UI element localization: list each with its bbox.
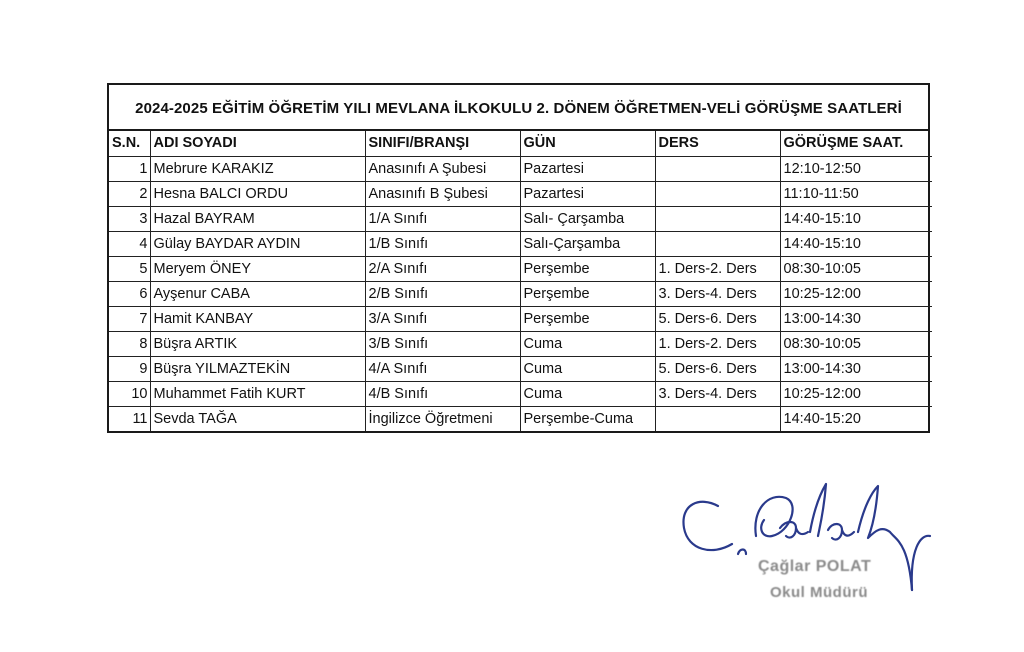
cell-class: Anasınıfı A Şubesi <box>365 156 520 181</box>
cell-day: Cuma <box>520 331 655 356</box>
column-header-sn: S.N. <box>109 131 150 156</box>
cell-time: 14:40-15:10 <box>780 231 932 256</box>
table-row <box>109 381 932 406</box>
column-header-lesson: DERS <box>655 131 780 156</box>
table-row <box>109 331 932 356</box>
cell-lesson: 5. Ders-6. Ders <box>655 306 780 331</box>
cell-name: Hazal BAYRAM <box>150 206 365 231</box>
cell-sn: 6 <box>109 281 150 306</box>
cell-name: Büşra YILMAZTEKİN <box>150 356 365 381</box>
cell-lesson: 3. Ders-4. Ders <box>655 281 780 306</box>
cell-time: 14:40-15:20 <box>780 406 932 431</box>
cell-lesson <box>655 406 780 431</box>
cell-lesson <box>655 156 780 181</box>
cell-sn: 9 <box>109 356 150 381</box>
table-row <box>109 181 932 206</box>
cell-name: Büşra ARTIK <box>150 331 365 356</box>
stamp-title: Okul Müdürü <box>770 584 868 601</box>
signature-block <box>640 470 940 650</box>
column-header-time: GÖRÜŞME SAAT. <box>780 131 932 156</box>
cell-name: Gülay BAYDAR AYDIN <box>150 231 365 256</box>
cell-class: 4/A Sınıfı <box>365 356 520 381</box>
table-header-row <box>109 131 932 156</box>
cell-lesson <box>655 206 780 231</box>
cell-time: 11:10-11:50 <box>780 181 932 206</box>
cell-time: 10:25-12:00 <box>780 381 932 406</box>
cell-day: Cuma <box>520 381 655 406</box>
table-row <box>109 231 932 256</box>
cell-day: Perşembe <box>520 306 655 331</box>
cell-day: Pazartesi <box>520 156 655 181</box>
cell-time: 10:25-12:00 <box>780 281 932 306</box>
cell-class: 1/A Sınıfı <box>365 206 520 231</box>
cell-sn: 4 <box>109 231 150 256</box>
cell-sn: 8 <box>109 331 150 356</box>
document-title: 2024-2025 EĞİTİM ÖĞRETİM YILI MEVLANA İLKOKULU 2. DÖNEM ÖĞRETMEN-VELİ GÖRÜŞME SAATLERİ <box>109 85 928 131</box>
cell-class: 2/A Sınıfı <box>365 256 520 281</box>
column-header-day: GÜN <box>520 131 655 156</box>
cell-name: Mebrure KARAKIZ <box>150 156 365 181</box>
cell-class: 3/B Sınıfı <box>365 331 520 356</box>
cell-sn: 5 <box>109 256 150 281</box>
cell-day: Perşembe <box>520 281 655 306</box>
cell-name: Hamit KANBAY <box>150 306 365 331</box>
cell-sn: 3 <box>109 206 150 231</box>
cell-day: Salı- Çarşamba <box>520 206 655 231</box>
cell-class: 2/B Sınıfı <box>365 281 520 306</box>
table-row <box>109 406 932 431</box>
cell-class: Anasınıfı B Şubesi <box>365 181 520 206</box>
cell-class: İngilizce Öğretmeni <box>365 406 520 431</box>
column-header-name: ADI SOYADI <box>150 131 365 156</box>
cell-day: Perşembe-Cuma <box>520 406 655 431</box>
cell-day: Salı-Çarşamba <box>520 231 655 256</box>
cell-time: 14:40-15:10 <box>780 206 932 231</box>
cell-lesson: 3. Ders-4. Ders <box>655 381 780 406</box>
cell-time: 08:30-10:05 <box>780 256 932 281</box>
cell-lesson <box>655 181 780 206</box>
cell-lesson <box>655 231 780 256</box>
cell-day: Cuma <box>520 356 655 381</box>
schedule-table <box>109 131 932 431</box>
table-row <box>109 156 932 181</box>
cell-day: Perşembe <box>520 256 655 281</box>
cell-name: Meryem ÖNEY <box>150 256 365 281</box>
cell-sn: 1 <box>109 156 150 181</box>
stamp-name: Çağlar POLAT <box>758 558 872 575</box>
table-row <box>109 306 932 331</box>
cell-lesson: 1. Ders-2. Ders <box>655 256 780 281</box>
table-row <box>109 356 932 381</box>
cell-time: 08:30-10:05 <box>780 331 932 356</box>
cell-class: 3/A Sınıfı <box>365 306 520 331</box>
table-row <box>109 281 932 306</box>
cell-time: 13:00-14:30 <box>780 356 932 381</box>
cell-name: Hesna BALCI ORDU <box>150 181 365 206</box>
table-row <box>109 206 932 231</box>
cell-class: 1/B Sınıfı <box>365 231 520 256</box>
cell-name: Ayşenur CABA <box>150 281 365 306</box>
cell-lesson: 5. Ders-6. Ders <box>655 356 780 381</box>
table-row <box>109 256 932 281</box>
handwritten-signature <box>640 470 940 650</box>
cell-sn: 2 <box>109 181 150 206</box>
cell-time: 13:00-14:30 <box>780 306 932 331</box>
cell-sn: 7 <box>109 306 150 331</box>
schedule-document <box>107 83 930 433</box>
cell-class: 4/B Sınıfı <box>365 381 520 406</box>
cell-lesson: 1. Ders-2. Ders <box>655 331 780 356</box>
column-header-class: SINIFI/BRANŞI <box>365 131 520 156</box>
cell-time: 12:10-12:50 <box>780 156 932 181</box>
cell-name: Sevda TAĞA <box>150 406 365 431</box>
cell-name: Muhammet Fatih KURT <box>150 381 365 406</box>
cell-sn: 10 <box>109 381 150 406</box>
cell-day: Pazartesi <box>520 181 655 206</box>
cell-sn: 11 <box>109 406 150 431</box>
